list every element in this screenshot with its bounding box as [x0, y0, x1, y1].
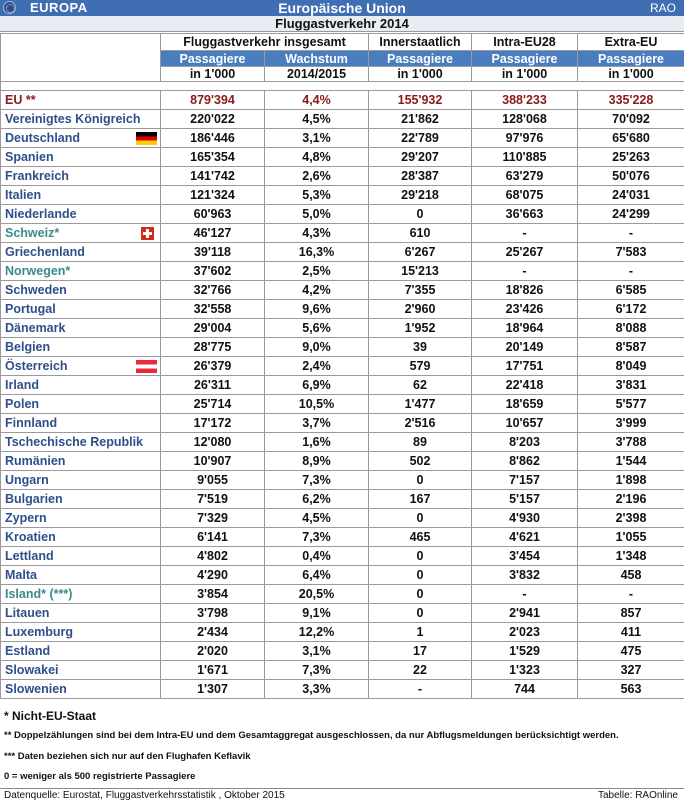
- table-row: [1, 433, 684, 452]
- cell-total: 46'127: [161, 224, 265, 243]
- header-unit-growth: 2014/2015: [265, 67, 369, 82]
- country-name: [1, 623, 161, 642]
- cell-domestic: 0: [369, 509, 472, 528]
- cell-growth: 4,5%: [265, 110, 369, 129]
- cell-extra: 1'055: [578, 528, 684, 547]
- header-group-domestic: Innerstaatlich: [369, 34, 472, 51]
- cell-domestic: 0: [369, 566, 472, 585]
- country-name: [1, 376, 161, 395]
- cell-extra: 563: [578, 680, 684, 699]
- cell-total: 4'290: [161, 566, 265, 585]
- cell-domestic: 155'932: [369, 91, 472, 110]
- cell-growth: 8,9%: [265, 452, 369, 471]
- country-label: EU **: [5, 93, 36, 107]
- cell-extra: -: [578, 585, 684, 604]
- table-row: [1, 680, 684, 699]
- header-group-total: Fluggastverkehr insgesamt: [161, 34, 369, 51]
- cell-intra: 744: [472, 680, 578, 699]
- country-label: Polen: [5, 397, 39, 411]
- cell-intra: 2'941: [472, 604, 578, 623]
- cell-intra: -: [472, 224, 578, 243]
- cell-total: 25'714: [161, 395, 265, 414]
- cell-intra: 22'418: [472, 376, 578, 395]
- cell-domestic: 39: [369, 338, 472, 357]
- table-row: [1, 148, 684, 167]
- country-name: [1, 547, 161, 566]
- cell-domestic: 0: [369, 604, 472, 623]
- cell-growth: 5,0%: [265, 205, 369, 224]
- cell-growth: 20,5%: [265, 585, 369, 604]
- cell-extra: 24'031: [578, 186, 684, 205]
- cell-domestic: 22'789: [369, 129, 472, 148]
- country-label: Finnland: [5, 416, 57, 430]
- cell-growth: 4,3%: [265, 224, 369, 243]
- country-name: [1, 338, 161, 357]
- note-double-count: ** Doppelzählungen sind bei dem Intra-EU und dem Gesamtaggregat ausgeschlossen, da nur Abflugsmeldungen berücksichtigt werden.: [4, 730, 619, 741]
- cell-domestic: 2'516: [369, 414, 472, 433]
- cell-total: 4'802: [161, 547, 265, 566]
- cell-total: 6'141: [161, 528, 265, 547]
- header-sub-total: Passagiere: [161, 51, 265, 67]
- country-label: Lettland: [5, 549, 54, 563]
- table-row: [1, 585, 684, 604]
- header-sub-domestic: Passagiere: [369, 51, 472, 67]
- region-label: EUROPA: [30, 0, 88, 16]
- cell-total: 3'798: [161, 604, 265, 623]
- cell-intra: 18'964: [472, 319, 578, 338]
- table-row: [1, 243, 684, 262]
- table-row: [1, 110, 684, 129]
- cell-domestic: 6'267: [369, 243, 472, 262]
- cell-extra: 6'172: [578, 300, 684, 319]
- country-name: [1, 509, 161, 528]
- cell-intra: 20'149: [472, 338, 578, 357]
- country-name: [1, 205, 161, 224]
- cell-extra: 8'587: [578, 338, 684, 357]
- header-group-extra: Extra-EU: [578, 34, 684, 51]
- country-label: Rumänien: [5, 454, 65, 468]
- table-row: [1, 129, 684, 148]
- cell-intra: 8'862: [472, 452, 578, 471]
- cell-intra: 18'826: [472, 281, 578, 300]
- cell-total: 141'742: [161, 167, 265, 186]
- country-name: [1, 357, 161, 376]
- cell-intra: 5'157: [472, 490, 578, 509]
- cell-intra: -: [472, 262, 578, 281]
- cell-total: 26'379: [161, 357, 265, 376]
- cell-extra: 7'583: [578, 243, 684, 262]
- country-name: [1, 566, 161, 585]
- cell-extra: 25'263: [578, 148, 684, 167]
- table-row: [1, 604, 684, 623]
- cell-intra: 388'233: [472, 91, 578, 110]
- cell-domestic: 2'960: [369, 300, 472, 319]
- table-row: [1, 319, 684, 338]
- cell-extra: 475: [578, 642, 684, 661]
- cell-total: 220'022: [161, 110, 265, 129]
- cell-domestic: 89: [369, 433, 472, 452]
- cell-extra: 3'999: [578, 414, 684, 433]
- cell-total: 29'004: [161, 319, 265, 338]
- note-iceland: *** Daten beziehen sich nur auf den Flughafen Keflavik: [4, 751, 251, 762]
- cell-domestic: 579: [369, 357, 472, 376]
- cell-extra: 327: [578, 661, 684, 680]
- cell-total: 37'602: [161, 262, 265, 281]
- cell-total: 186'446: [161, 129, 265, 148]
- cell-domestic: 15'213: [369, 262, 472, 281]
- cell-intra: 97'976: [472, 129, 578, 148]
- cell-intra: 8'203: [472, 433, 578, 452]
- cell-domestic: 7'355: [369, 281, 472, 300]
- country-label: Island* (***): [5, 587, 72, 601]
- cell-extra: -: [578, 262, 684, 281]
- table-body: [1, 91, 684, 699]
- table-row: [1, 414, 684, 433]
- cell-growth: 3,1%: [265, 642, 369, 661]
- cell-extra: 2'398: [578, 509, 684, 528]
- country-name: [1, 243, 161, 262]
- cell-growth: 7,3%: [265, 661, 369, 680]
- cell-growth: 2,4%: [265, 357, 369, 376]
- country-label: Niederlande: [5, 207, 77, 221]
- cell-domestic: 22: [369, 661, 472, 680]
- note-zero: 0 = weniger als 500 registrierte Passagiere: [4, 771, 195, 782]
- footer: [0, 788, 684, 802]
- cell-extra: 8'088: [578, 319, 684, 338]
- country-label: Schweiz*: [5, 226, 59, 240]
- cell-growth: 7,3%: [265, 471, 369, 490]
- table-row: [1, 376, 684, 395]
- cell-growth: 5,3%: [265, 186, 369, 205]
- cell-intra: 7'157: [472, 471, 578, 490]
- cell-intra: 25'267: [472, 243, 578, 262]
- table-row: [1, 528, 684, 547]
- cell-intra: 3'832: [472, 566, 578, 585]
- table-row: [1, 224, 684, 243]
- cell-domestic: 0: [369, 205, 472, 224]
- table-row: [1, 186, 684, 205]
- cell-growth: 9,6%: [265, 300, 369, 319]
- country-label: Estland: [5, 644, 50, 658]
- country-name: [1, 642, 161, 661]
- page-title: Europäische Union: [0, 0, 684, 16]
- cell-extra: 1'898: [578, 471, 684, 490]
- flag-at-icon: [136, 360, 157, 373]
- header-sub-growth: Wachstum: [265, 51, 369, 67]
- cell-growth: 3,7%: [265, 414, 369, 433]
- cell-extra: 24'299: [578, 205, 684, 224]
- table-row: [1, 547, 684, 566]
- country-label: Tschechische Republik: [5, 435, 143, 449]
- cell-growth: 6,4%: [265, 566, 369, 585]
- cell-domestic: 29'207: [369, 148, 472, 167]
- cell-domestic: 610: [369, 224, 472, 243]
- country-label: Bulgarien: [5, 492, 63, 506]
- cell-domestic: 502: [369, 452, 472, 471]
- cell-total: 7'519: [161, 490, 265, 509]
- cell-intra: 4'930: [472, 509, 578, 528]
- country-label: Belgien: [5, 340, 50, 354]
- cell-growth: 7,3%: [265, 528, 369, 547]
- cell-extra: 50'076: [578, 167, 684, 186]
- table-row: [1, 623, 684, 642]
- data-source: Datenquelle: Eurostat, Fluggastverkehrsstatistik , Oktober 2015: [4, 790, 285, 801]
- header-spacer: [1, 82, 684, 91]
- cell-total: 121'324: [161, 186, 265, 205]
- cell-extra: 857: [578, 604, 684, 623]
- country-label: Schweden: [5, 283, 67, 297]
- cell-intra: 23'426: [472, 300, 578, 319]
- cell-domestic: -: [369, 680, 472, 699]
- cell-total: 2'434: [161, 623, 265, 642]
- cell-intra: 17'751: [472, 357, 578, 376]
- country-name: [1, 186, 161, 205]
- country-name: [1, 91, 161, 110]
- table-row: [1, 661, 684, 680]
- table-row: [1, 357, 684, 376]
- table-row: [1, 262, 684, 281]
- cell-intra: 110'885: [472, 148, 578, 167]
- country-name: [1, 300, 161, 319]
- cell-intra: 3'454: [472, 547, 578, 566]
- country-name: [1, 490, 161, 509]
- country-label: Griechenland: [5, 245, 85, 259]
- country-name: [1, 414, 161, 433]
- cell-extra: 3'788: [578, 433, 684, 452]
- cell-growth: 3,3%: [265, 680, 369, 699]
- country-name: [1, 110, 161, 129]
- cell-extra: -: [578, 224, 684, 243]
- cell-growth: 1,6%: [265, 433, 369, 452]
- cell-intra: 36'663: [472, 205, 578, 224]
- country-label: Irland: [5, 378, 39, 392]
- table-row: [1, 566, 684, 585]
- cell-domestic: 1: [369, 623, 472, 642]
- table-row: [1, 452, 684, 471]
- cell-intra: 10'657: [472, 414, 578, 433]
- note-non-eu: * Nicht-EU-Staat: [4, 709, 96, 723]
- cell-intra: -: [472, 585, 578, 604]
- country-label: Portugal: [5, 302, 56, 316]
- country-label: Kroatien: [5, 530, 56, 544]
- cell-total: 165'354: [161, 148, 265, 167]
- country-name: [1, 224, 161, 243]
- cell-total: 17'172: [161, 414, 265, 433]
- country-label: Ungarn: [5, 473, 49, 487]
- cell-extra: 3'831: [578, 376, 684, 395]
- brand-label: RAO: [650, 0, 676, 16]
- cell-growth: 6,2%: [265, 490, 369, 509]
- country-name: [1, 281, 161, 300]
- cell-extra: 70'092: [578, 110, 684, 129]
- table-subtitle: Fluggastverkehr 2014: [0, 16, 684, 32]
- cell-growth: 12,2%: [265, 623, 369, 642]
- cell-domestic: 0: [369, 547, 472, 566]
- cell-extra: 2'196: [578, 490, 684, 509]
- cell-total: 26'311: [161, 376, 265, 395]
- cell-intra: 1'529: [472, 642, 578, 661]
- country-name: [1, 661, 161, 680]
- country-name: [1, 148, 161, 167]
- cell-intra: 2'023: [472, 623, 578, 642]
- cell-domestic: 0: [369, 471, 472, 490]
- country-label: Norwegen*: [5, 264, 70, 278]
- cell-domestic: 465: [369, 528, 472, 547]
- cell-intra: 18'659: [472, 395, 578, 414]
- flag-de-icon: [136, 132, 157, 145]
- country-label: Malta: [5, 568, 37, 582]
- cell-growth: 0,4%: [265, 547, 369, 566]
- header-unit-intra: in 1'000: [472, 67, 578, 82]
- country-name: [1, 167, 161, 186]
- cell-domestic: 28'387: [369, 167, 472, 186]
- country-label: Dänemark: [5, 321, 65, 335]
- cell-intra: 128'068: [472, 110, 578, 129]
- country-name: [1, 395, 161, 414]
- table-row: [1, 490, 684, 509]
- cell-growth: 4,8%: [265, 148, 369, 167]
- cell-total: 28'775: [161, 338, 265, 357]
- cell-extra: 1'544: [578, 452, 684, 471]
- country-label: Zypern: [5, 511, 47, 525]
- cell-domestic: 0: [369, 585, 472, 604]
- cell-total: 10'907: [161, 452, 265, 471]
- country-label: Slowenien: [5, 682, 67, 696]
- table-row: [1, 281, 684, 300]
- cell-growth: 5,6%: [265, 319, 369, 338]
- cell-total: 12'080: [161, 433, 265, 452]
- cell-extra: 335'228: [578, 91, 684, 110]
- cell-growth: 4,2%: [265, 281, 369, 300]
- country-label: Frankreich: [5, 169, 69, 183]
- cell-extra: 411: [578, 623, 684, 642]
- cell-growth: 6,9%: [265, 376, 369, 395]
- top-banner: [0, 0, 684, 16]
- table-row: [1, 509, 684, 528]
- country-name: [1, 680, 161, 699]
- cell-intra: 63'279: [472, 167, 578, 186]
- cell-domestic: 62: [369, 376, 472, 395]
- country-name: [1, 604, 161, 623]
- cell-total: 9'055: [161, 471, 265, 490]
- cell-total: 1'307: [161, 680, 265, 699]
- cell-intra: 1'323: [472, 661, 578, 680]
- cell-total: 7'329: [161, 509, 265, 528]
- cell-growth: 2,5%: [265, 262, 369, 281]
- cell-extra: 65'680: [578, 129, 684, 148]
- cell-total: 2'020: [161, 642, 265, 661]
- cell-total: 3'854: [161, 585, 265, 604]
- table-credit: Tabelle: RAOnline: [598, 790, 678, 801]
- cell-total: 1'671: [161, 661, 265, 680]
- cell-growth: 4,4%: [265, 91, 369, 110]
- country-label: Spanien: [5, 150, 54, 164]
- cell-extra: 5'577: [578, 395, 684, 414]
- cell-domestic: 1'477: [369, 395, 472, 414]
- cell-domestic: 21'862: [369, 110, 472, 129]
- cell-domestic: 17: [369, 642, 472, 661]
- table-row: [1, 395, 684, 414]
- cell-extra: 458: [578, 566, 684, 585]
- table-row: [1, 300, 684, 319]
- cell-total: 879'394: [161, 91, 265, 110]
- cell-total: 39'118: [161, 243, 265, 262]
- cell-growth: 2,6%: [265, 167, 369, 186]
- country-name: [1, 585, 161, 604]
- country-name: [1, 471, 161, 490]
- cell-growth: 10,5%: [265, 395, 369, 414]
- country-name: [1, 319, 161, 338]
- table-row: [1, 338, 684, 357]
- header-sub-intra: Passagiere: [472, 51, 578, 67]
- header-unit-domestic: in 1'000: [369, 67, 472, 82]
- country-label: Österreich: [5, 359, 68, 373]
- table-row: [1, 91, 684, 110]
- country-label: Deutschland: [5, 131, 80, 145]
- country-name: [1, 452, 161, 471]
- header-sub-extra: Passagiere: [578, 51, 684, 67]
- table-row: [1, 642, 684, 661]
- country-label: Slowakei: [5, 663, 59, 677]
- cell-extra: 8'049: [578, 357, 684, 376]
- cell-domestic: 167: [369, 490, 472, 509]
- cell-growth: 9,1%: [265, 604, 369, 623]
- country-name: [1, 262, 161, 281]
- cell-growth: 4,5%: [265, 509, 369, 528]
- header-unit-extra: in 1'000: [578, 67, 684, 82]
- cell-total: 60'963: [161, 205, 265, 224]
- country-name: [1, 528, 161, 547]
- table-row: [1, 471, 684, 490]
- cell-intra: 68'075: [472, 186, 578, 205]
- header-unit-total: in 1'000: [161, 67, 265, 82]
- cell-total: 32'766: [161, 281, 265, 300]
- country-name: [1, 433, 161, 452]
- country-label: Litauen: [5, 606, 49, 620]
- cell-total: 32'558: [161, 300, 265, 319]
- cell-domestic: 1'952: [369, 319, 472, 338]
- country-name: [1, 129, 161, 148]
- table-row: [1, 205, 684, 224]
- cell-extra: 6'585: [578, 281, 684, 300]
- passenger-table: [0, 33, 684, 699]
- cell-growth: 16,3%: [265, 243, 369, 262]
- flag-ch-icon: [141, 227, 154, 240]
- corner-cell: [1, 34, 161, 82]
- country-label: Vereinigtes Königreich: [5, 112, 140, 126]
- cell-intra: 4'621: [472, 528, 578, 547]
- country-label: Luxemburg: [5, 625, 73, 639]
- cell-domestic: 29'218: [369, 186, 472, 205]
- cell-extra: 1'348: [578, 547, 684, 566]
- header-group-intra: Intra-EU28: [472, 34, 578, 51]
- cell-growth: 9,0%: [265, 338, 369, 357]
- table-row: [1, 167, 684, 186]
- cell-growth: 3,1%: [265, 129, 369, 148]
- country-label: Italien: [5, 188, 41, 202]
